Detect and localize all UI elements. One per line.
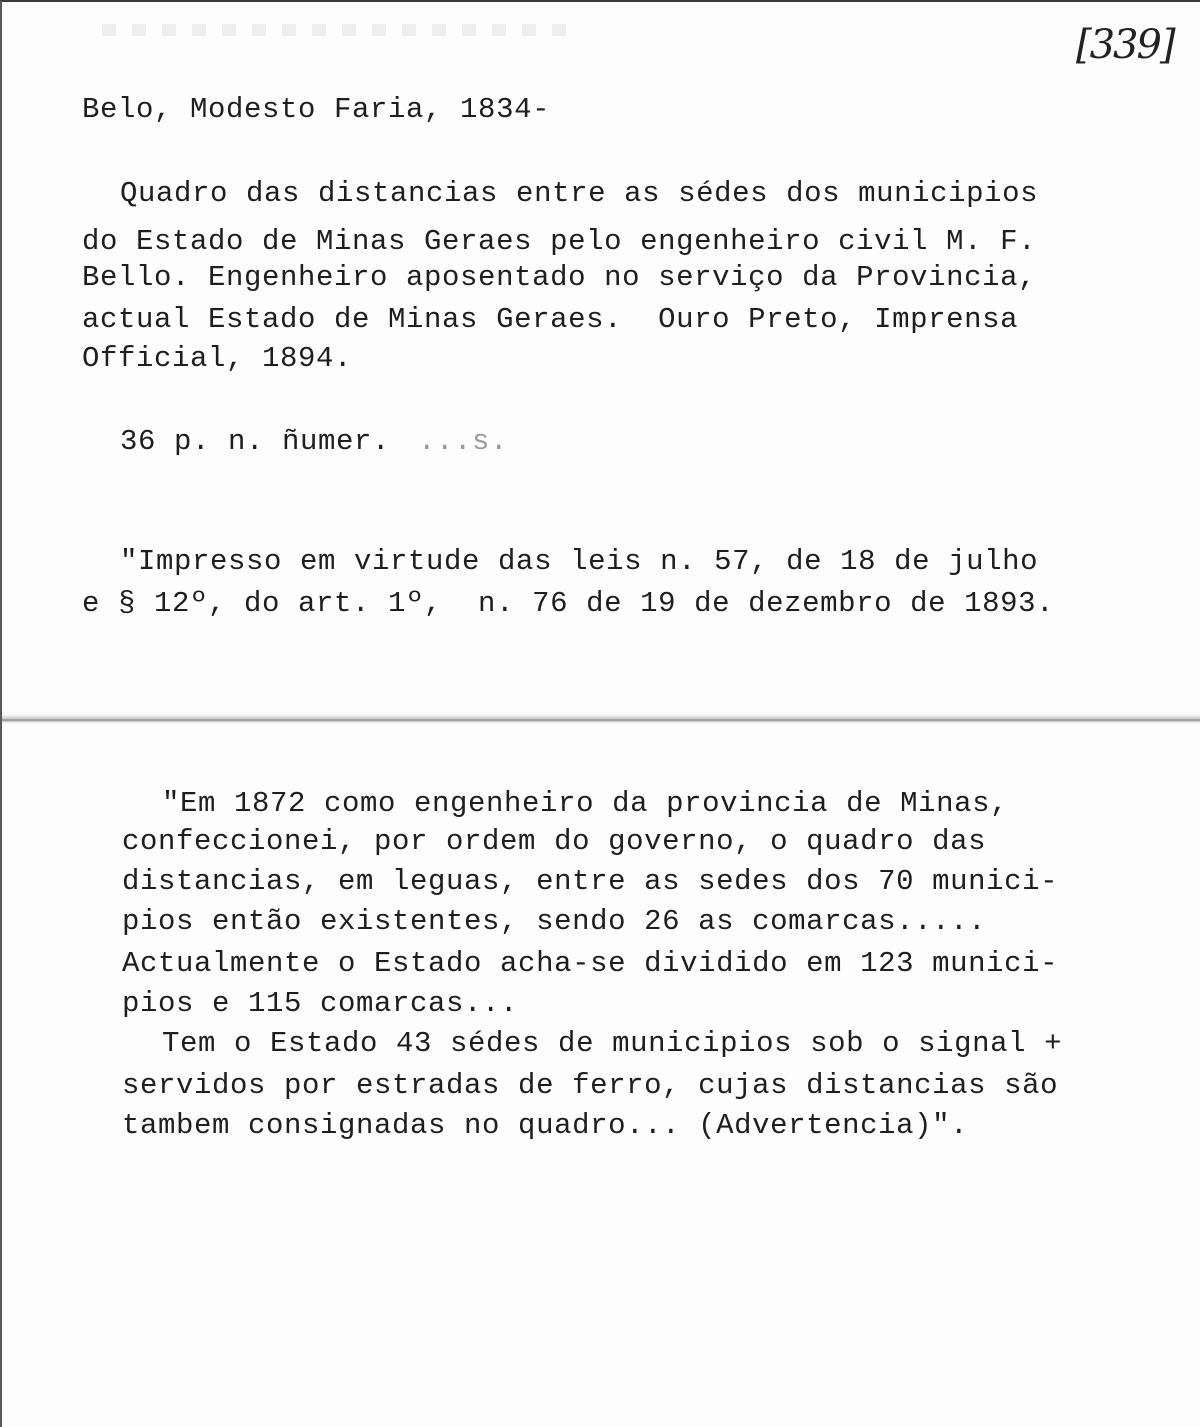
paper-fold-line [2, 714, 1200, 724]
quote2-line-7: Tem o Estado 43 sédes de municipios sob o signal + [162, 1027, 1063, 1060]
title-line-3: Bello. Engenheiro aposentado no serviço da Provincia, [82, 261, 1037, 294]
quote1-line-1: "Impresso em virtude das leis n. 57, de 18 de julho [120, 545, 1039, 578]
title-line-1: Quadro das distancias entre as sédes dos municipios [120, 177, 1039, 210]
collation-text: 36 p. n. ñumer. [120, 425, 391, 458]
title-line-2: do Estado de Minas Geraes pelo engenheiro civil M. F. [82, 225, 1037, 258]
call-number: [ 339 ] [1076, 22, 1174, 68]
quote2-line-3: distancias, em leguas, entre as sedes dos 70 munici- [122, 865, 1059, 898]
quote2-line-6: pios e 115 comarcas... [122, 987, 519, 1020]
faint-typing-marks [102, 24, 582, 36]
quote2-line-1: "Em 1872 como engenheiro da provincia de Minas, [162, 787, 1009, 820]
quote2-line-9: tambem consignadas no quadro... (Advertencia)". [122, 1109, 969, 1142]
card-heading: Belo, Modesto Faria, 1834- [82, 93, 551, 126]
title-line-5: Official, 1894. [82, 342, 353, 375]
title-line-4: actual Estado de Minas Geraes. Ouro Preto, Imprensa [82, 303, 1019, 336]
quote2-line-4: pios então existentes, sendo 26 as comarcas..... [122, 905, 987, 938]
quote2-line-8: servidos por estradas de ferro, cujas distancias são [122, 1069, 1059, 1102]
collation-faint-text: ...s. [418, 425, 509, 458]
quote1-line-2: e § 12º, do art. 1º, n. 76 de 19 de dezembro de 1893. [82, 587, 1055, 620]
quote2-line-5: Actualmente o Estado acha-se dividido em 123 munici- [122, 947, 1059, 980]
quote2-line-2: confeccionei, por ordem do governo, o quadro das [122, 825, 987, 858]
collation [120, 422, 508, 462]
